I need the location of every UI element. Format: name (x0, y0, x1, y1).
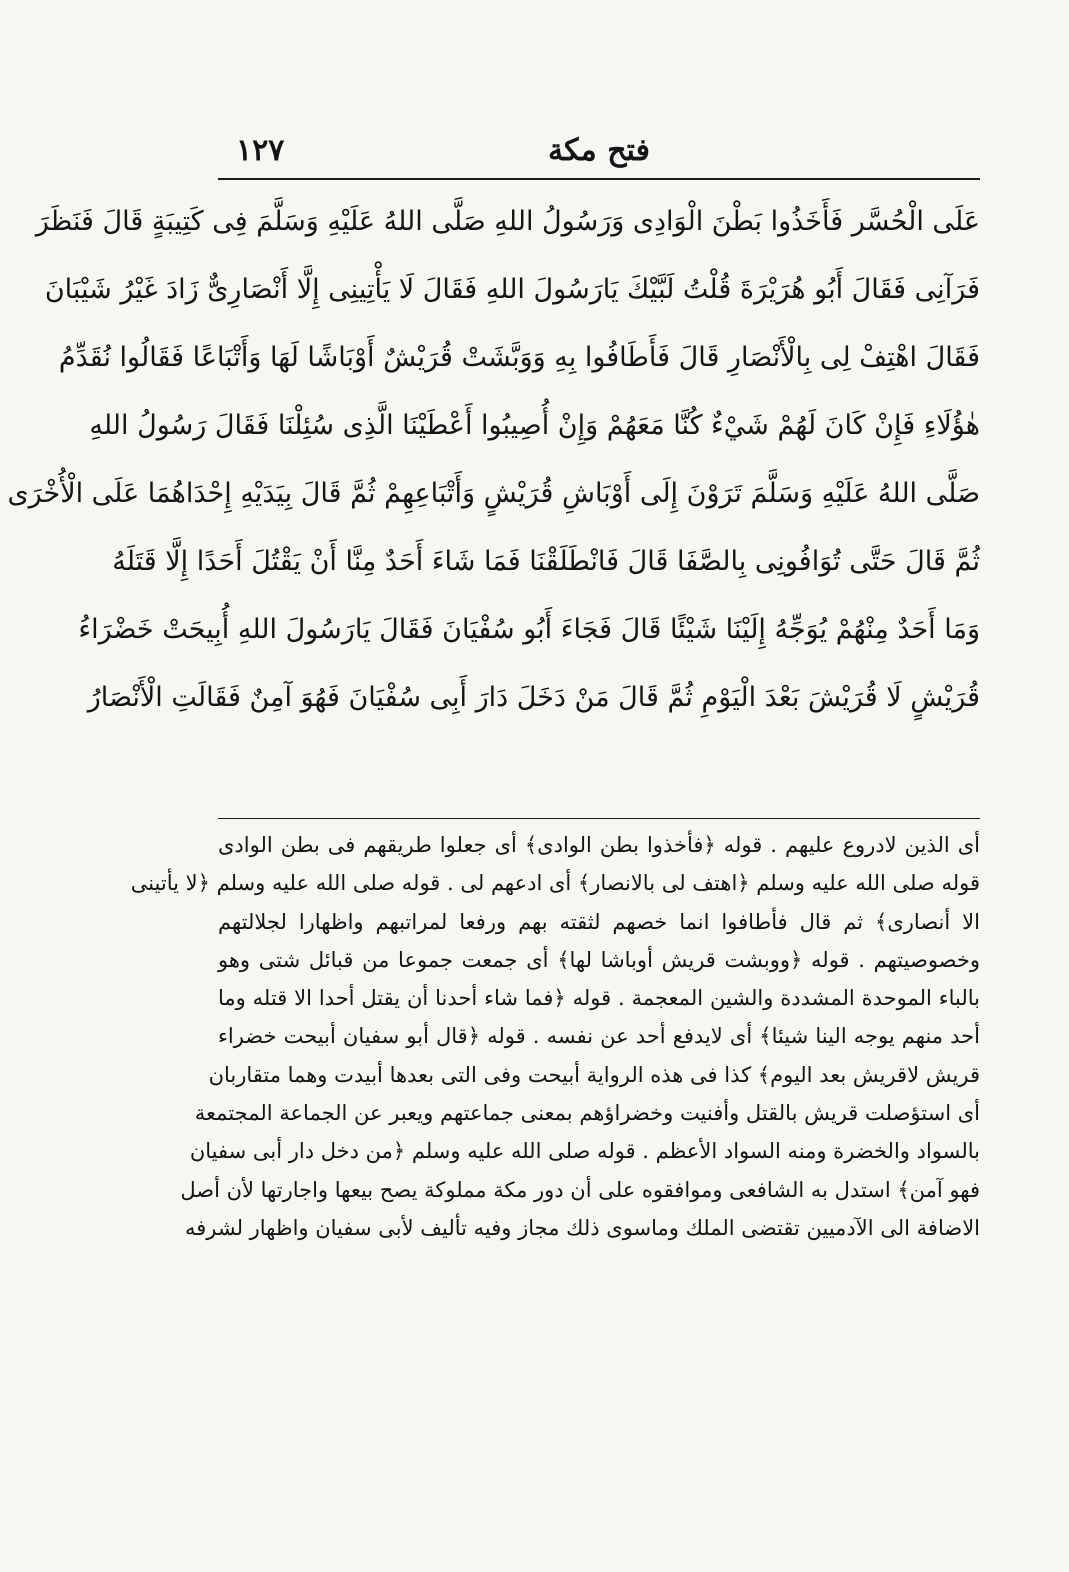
page-header (218, 128, 980, 174)
commentary-line: أى استؤصلت قريش بالقتل وأفنيت وخضراؤهم بمعنى جماعتهم ويعبر عن الجماعة المجتمعة (194, 1101, 980, 1126)
commentary-line: أى الذين لادروع عليهم . قوله ﴿فأخذوا بطن الوادى﴾ أى جعلوا طريقهم فى بطن الوادى (218, 833, 980, 857)
main-text-line: ثُمَّ قَالَ حَتَّى تُوَافُونِى بِالصَّفَا قَالَ فَانْطَلَقْنَا فَمَا شَاءَ أَحَدٌ مِنَّا أَنْ يَقْتُلَ أَحَدًا إِلَّا قَتَلَهُ (112, 546, 980, 577)
main-text-line: فَرَآنِى فَقَالَ أَبُو هُرَيْرَةَ قُلْتُ لَبَّيْكَ يَارَسُولَ اللهِ فَقَالَ لَا يَأْتِينِى إِلَّا أَنْصَارِىٌّ زَادَ غَيْرُ شَيْبَانَ (44, 274, 980, 305)
commentary-block (130, 826, 980, 1406)
page-number: ١٢٧ (236, 133, 285, 168)
commentary-line: الا أنصارى﴾ ثم قال فأطافوا انما خصهم لثقته بهم ورفعا لمراتبهم واظهارا لجلالتهم (218, 909, 980, 934)
commentary-line: وخصوصيتهم . قوله ﴿ووبشت قريش أوباشا لها﴾ أى جمعت جموعا من قبائل شتى وهو (218, 947, 980, 972)
commentary-line: بالباء الموحدة المشددة والشين المعجمة . قوله ﴿فما شاء أحدنا أن يقتل أحدا الا قتله وما (218, 986, 980, 1011)
running-title: فتح مكة (548, 133, 650, 168)
commentary-divider (218, 818, 980, 819)
commentary-line: قوله صلى الله عليه وسلم ﴿اهتف لى بالانصار﴾ أى ادعهم لى . قوله صلى الله عليه وسلم ﴿لا يأتينى (130, 871, 980, 896)
commentary-line: الاضافة الى الآدميين تقتضى الملك وماسوى ذلك مجاز وفيه تأليف لأبى سفيان واظهار لشرفه (184, 1215, 980, 1240)
main-text-line: قُرَيْشٍ لَا قُرَيْشَ بَعْدَ الْيَوْمِ ثُمَّ قَالَ مَنْ دَخَلَ دَارَ أَبِى سُفْيَانَ فَهُوَ آمِنٌ فَقَالَتِ الْأَنْصَارُ (87, 682, 980, 713)
main-text-line: صَلَّى اللهُ عَلَيْهِ وَسَلَّمَ تَرَوْنَ إِلَى أَوْبَاشِ قُرَيْشٍ وَأَتْبَاعِهِمْ ثُمَّ قَالَ بِيَدَيْهِ إِحْدَاهُمَا عَلَى الْأُخْرَى (7, 478, 980, 509)
main-text-line: هٰؤُلَاءِ فَإِنْ كَانَ لَهُمْ شَيْءٌ كُنَّا مَعَهُمْ وَإِنْ أُصِيبُوا أَعْطَيْنَا الَّذِى سُئِلْنَا فَقَالَ رَسُولُ اللهِ (89, 410, 980, 441)
commentary-line: فهو آمن﴾ استدل به الشافعى وموافقوه على أن دور مكة مملوكة يصح بيعها واجارتها لأن أصل (180, 1177, 980, 1202)
commentary-line: قريش لاقريش بعد اليوم﴾ كذا فى هذه الرواية أبيحت وفى التى بعدها أبيدت وهما متقاربان (208, 1062, 980, 1087)
commentary-line: أحد منهم يوجه الينا شيئا﴾ أى لايدفع أحد عن نفسه . قوله ﴿قال أبو سفيان أبيحت خضراء (218, 1024, 980, 1049)
main-text-block (7, 188, 980, 748)
commentary-line: بالسواد والخضرة ومنه السواد الأعظم . قوله صلى الله عليه وسلم ﴿من دخل دار أبى سفيان (189, 1139, 980, 1164)
main-text-line: عَلَى الْحُسَّر فَأَخَذُوا بَطْنَ الْوَادِى وَرَسُولُ اللهِ صَلَّى اللهُ عَلَيْهِ وَسَلَّمَ فِى كَتِيبَةٍ قَالَ فَنَظَرَ (35, 206, 980, 237)
main-text-line: وَمَا أَحَدٌ مِنْهُمْ يُوَجِّهُ إِلَيْنَا شَيْئًا قَالَ فَجَاءَ أَبُو سُفْيَانَ فَقَالَ يَارَسُولَ اللهِ أُبِيحَتْ خَضْرَاءُ (78, 614, 980, 645)
header-rule (218, 178, 980, 180)
main-text-line: فَقَالَ اهْتِفْ لِى بِالْأَنْصَارِ قَالَ فَأَطَافُوا بِهِ وَوَبَّشَتْ قُرَيْشٌ أَوْبَاشًا لَهَا وَأَتْبَاعًا فَقَالُوا نُقَدِّمُ (58, 342, 980, 373)
